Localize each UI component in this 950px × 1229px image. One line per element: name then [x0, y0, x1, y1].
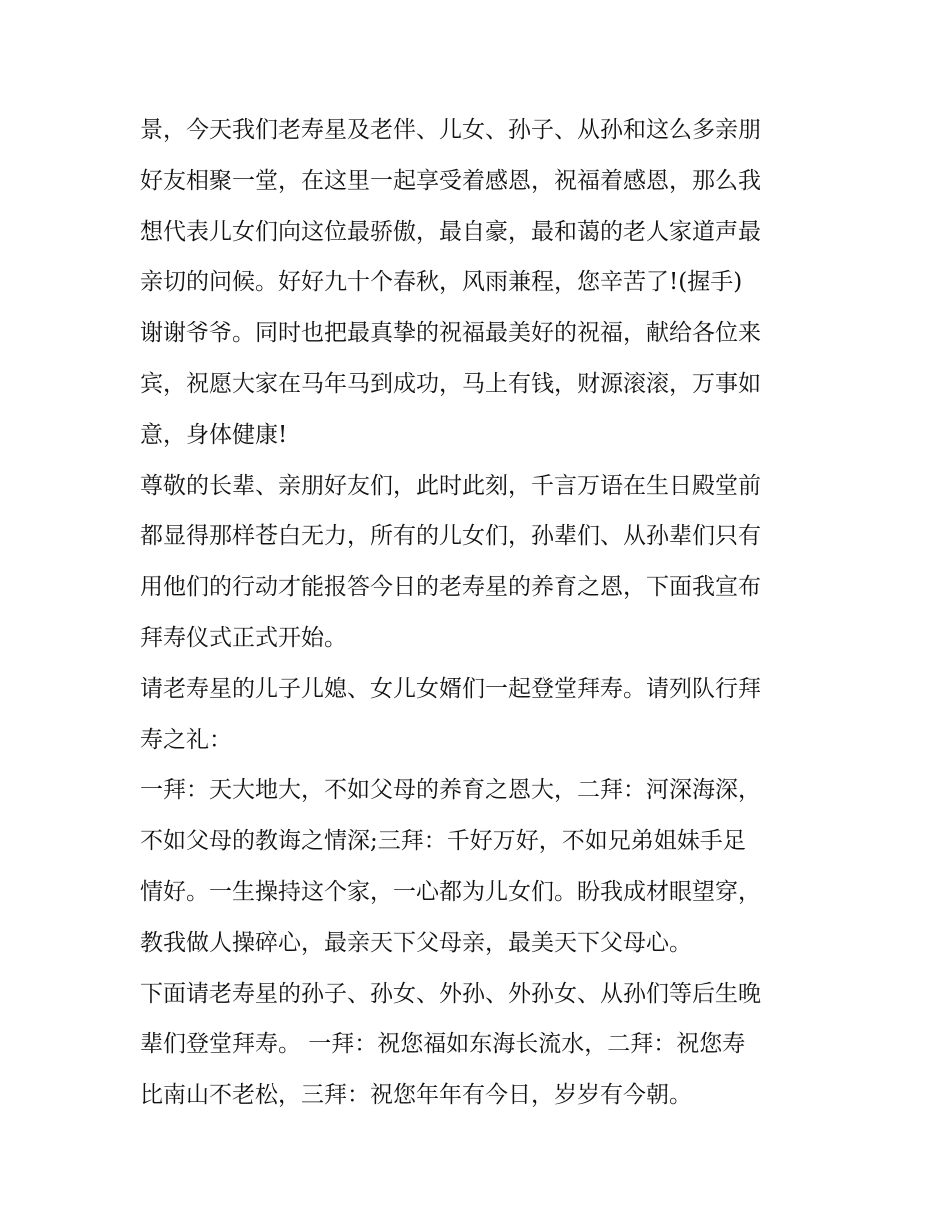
text-line: 情好。一生操持这个家，一心都为儿女们。盼我成材眼望穿， — [140, 878, 761, 905]
text-line: 尊敬的长辈、亲朋好友们，此时此刻，千言万语在生日殿堂前 — [140, 472, 761, 499]
text-line: 景，今天我们老寿星及老伴、儿女、孙子、从孙和这么多亲朋 — [140, 117, 761, 143]
text-line: 宾，祝愿大家在马年马到成功，马上有钱，财源滚滚，万事如 — [140, 370, 761, 397]
text-line: 辈们登堂拜寿。 一拜：祝您福如东海长流水，二拜：祝您寿 — [140, 1031, 746, 1058]
text-line: 不如父母的教诲之情深;三拜：千好万好，不如兄弟姐妹手足 — [140, 828, 746, 855]
text-line: 用他们的行动才能报答今日的老寿星的养育之恩，下面我宣布 — [140, 574, 761, 601]
text-line: 亲切的问候。好好九十个春秋，风雨兼程，您辛苦了!(握手) — [140, 269, 743, 296]
text-line: 一拜：天大地大，不如父母的养育之恩大，二拜：河深海深， — [140, 777, 761, 804]
text-line: 下面请老寿星的孙子、孙女、外孙、外孙女、从孙们等后生晚 — [140, 980, 761, 1007]
text-line: 请老寿星的儿子儿媳、女儿女婿们一起登堂拜寿。请列队行拜 — [140, 675, 761, 702]
text-line: 寿之礼： — [140, 726, 232, 753]
text-line: 教我做人操碎心，最亲天下父母亲，最美天下父母心。 — [140, 929, 692, 956]
text-line: 意，身体健康! — [140, 421, 288, 448]
text-line: 比南山不老松，三拜：祝您年年有今日，岁岁有今朝。 — [140, 1082, 692, 1109]
document-body — [140, 105, 820, 1121]
text-line: 好友相聚一堂，在这里一起享受着感恩，祝福着感恩，那么我 — [140, 167, 761, 194]
text-line: 都显得那样苍白无力，所有的儿女们，孙辈们、从孙辈们只有 — [140, 523, 761, 550]
text-line: 拜寿仪式正式开始。 — [140, 624, 347, 651]
text-line: 想代表儿女们向这位最骄傲，最自豪，最和蔼的老人家道声最 — [140, 218, 761, 245]
text-line: 谢谢爷爷。同时也把最真挚的祝福最美好的祝福，献给各位来 — [140, 320, 761, 347]
